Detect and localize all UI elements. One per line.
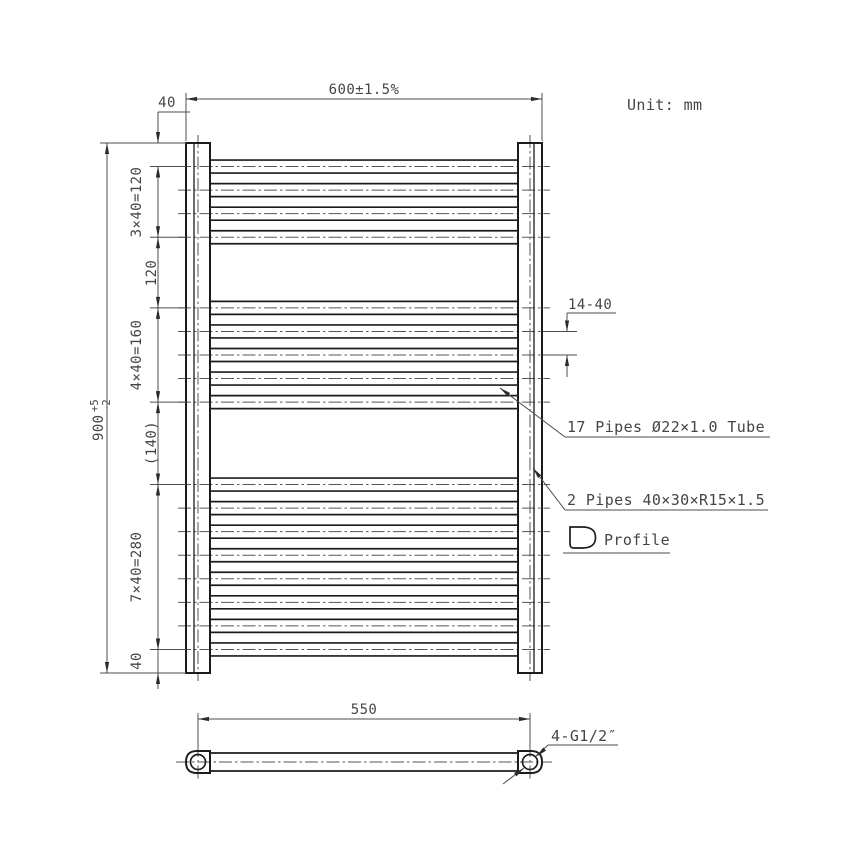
dim-overall-height [89, 399, 113, 441]
unit-note: Unit: mm [627, 96, 703, 114]
pipe [210, 301, 518, 314]
pipe [210, 478, 518, 491]
pipe [210, 396, 518, 409]
drawing-geometry [100, 93, 770, 784]
dim-hole-span: 550 [350, 702, 378, 718]
pipe [210, 207, 518, 220]
pipe [210, 231, 518, 244]
dim-overall-width: 600±1.5% [328, 82, 400, 98]
bottom-center-lines [176, 744, 552, 780]
leaders [500, 388, 770, 553]
svg-text:(140): (140) [144, 420, 160, 466]
pipe [210, 525, 518, 538]
callout-connections: 4-G1/2″ [551, 727, 618, 745]
pipe [210, 549, 518, 562]
svg-text:40: 40 [129, 652, 145, 670]
pipe [210, 325, 518, 338]
pipe [210, 160, 518, 173]
dim-overall-height-tol-plus: +5 [89, 399, 101, 412]
svg-text:3×40=120: 3×40=120 [129, 166, 145, 238]
dim-group2-pitch [129, 320, 145, 391]
callout-pipes: 17 Pipes Ø22×1.0 Tube [567, 418, 766, 436]
dim-gap2 [144, 421, 160, 465]
dim-overall-height-tol-minus: -2 [101, 399, 113, 412]
pipe [210, 502, 518, 515]
dim-top-offset [156, 112, 190, 183]
pipe [210, 372, 518, 385]
pipe [210, 619, 518, 632]
pipes [210, 160, 518, 656]
dim-bottom-pipe-offset [129, 652, 145, 670]
dim-pipe-spacing [543, 313, 616, 377]
dim-top-pipe-offset: 40 [158, 95, 176, 111]
pipe [210, 596, 518, 609]
dimensions [100, 93, 616, 689]
pipe [210, 643, 518, 656]
dim-gap1 [144, 260, 160, 287]
callout-rails: 2 Pipes 40×30×R15×1.5 [567, 491, 766, 509]
dim-group1-pitch [129, 167, 145, 238]
svg-text:120: 120 [144, 259, 160, 287]
svg-text:7×40=280: 7×40=280 [129, 531, 145, 603]
bottom-view [176, 713, 618, 784]
pipe [210, 572, 518, 585]
profile-label: Profile [604, 531, 671, 549]
dim-overall-height-value: 900 [91, 414, 107, 441]
drawing-labels [89, 82, 765, 745]
pipe [210, 184, 518, 197]
dim-pipe-spacing: 14-40 [568, 297, 613, 313]
front-view [100, 93, 770, 689]
dim-group3-pitch [129, 532, 145, 603]
dim-width [186, 93, 542, 141]
svg-text:4×40=160: 4×40=160 [129, 319, 145, 391]
dim-hole-span [198, 713, 530, 748]
pipe [210, 349, 518, 362]
